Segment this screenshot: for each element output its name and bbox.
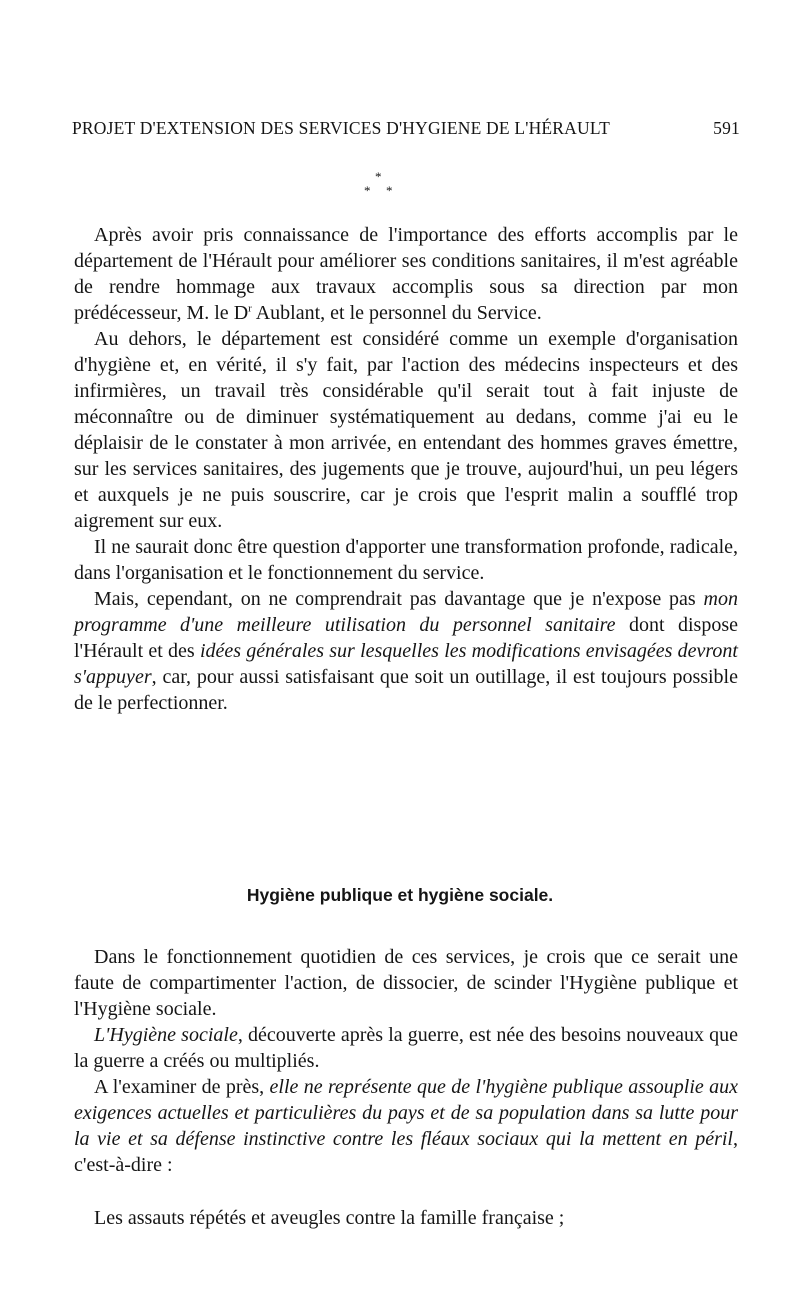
text-run: A l'examiner de près, <box>94 1076 270 1098</box>
italic-text: idées générales sur lesquelles les modifications envisagées devront s'appuyer <box>74 640 738 688</box>
italic-text: L'Hygiène sociale <box>94 1024 238 1046</box>
paragraph <box>74 534 738 586</box>
paragraph <box>74 944 738 1022</box>
final-line: Les assauts répétés et aveugles contre la famille française ; <box>94 1207 565 1229</box>
italic-text: mon programme d'une meilleure utilisation du personnel sanitaire <box>74 588 738 636</box>
page-number: 591 <box>713 118 740 138</box>
superscript-text: r <box>248 302 252 315</box>
text-run: Il ne saurait donc être question d'apporter une transformation profonde, radicale, dans l'organisation et le fonctionnement du service. <box>74 536 738 584</box>
separator-star: * <box>375 169 382 184</box>
text-run: dont dispose l'Hérault et des <box>74 614 738 662</box>
paragraph <box>74 222 738 326</box>
paragraph <box>74 326 738 534</box>
body-text-part2 <box>74 944 738 1178</box>
text-run: Aublant, et le personnel du Service. <box>251 302 542 324</box>
text-run: , découverte après la guerre, est née des besoins nouveaux que la guerre a créés ou multipliés. <box>74 1024 738 1072</box>
paragraph <box>74 586 738 716</box>
header-title: PROJET D'EXTENSION DES SERVICES D'HYGIENE DE L'HÉRAULT <box>72 118 611 138</box>
text-run: Après avoir pris connaissance de l'importance des efforts accomplis par le département de l'Hérault pour améliorer ses conditions sanitaires, il m'est agréable de rendre hommage aux travaux accomplis sous sa direction par mon prédécesseur, M. le D <box>74 224 738 324</box>
paragraph <box>74 1022 738 1074</box>
paragraph <box>74 1074 738 1178</box>
separator-star: * <box>364 183 371 198</box>
text-run: Mais, cependant, on ne comprendrait pas davantage que je n'expose pas <box>94 588 704 610</box>
text-run: Au dehors, le département est considéré comme un exemple d'organisation d'hygiène et, en vérité, il s'y fait, par l'action des médecins inspecteurs et des infirmières, un travail très considérable qu'il serait tout à fait injuste de méconnaître ou de diminuer systématiquement au dedans, comme j'ai eu le déplaisir de le constater à mon arrivée, en entendant des hommes graves émettre, sur les services sanitaires, des jugements que je trouve, aujourd'hui, un peu légers et auxquels je ne puis souscrire, car je crois que l'esprit malin a soufflé trop aigrement sur eux. <box>74 328 738 532</box>
text-run: Dans le fonctionnement quotidien de ces services, je crois que ce serait une faute de compartimenter l'action, de dissocier, de scinder l'Hygiène publique et l'Hygiène sociale. <box>74 946 738 1020</box>
section-separator <box>360 170 400 200</box>
section-heading: Hygiène publique et hygiène sociale. <box>246 885 554 905</box>
separator-star: * <box>386 183 393 198</box>
italic-text: elle ne représente que de l'hygiène publique assouplie aux exigences actuelles et particulières du pays et de sa population dans sa lutte pour la vie et sa défense instinctive contre les fléaux sociaux qui la mettent en péril <box>74 1076 738 1150</box>
body-text-part1 <box>74 222 738 716</box>
text-run: , car, pour aussi satisfaisant que soit un outillage, il est toujours possible de le perfectionner. <box>74 666 738 714</box>
text-run: , c'est-à-dire : <box>74 1128 738 1176</box>
